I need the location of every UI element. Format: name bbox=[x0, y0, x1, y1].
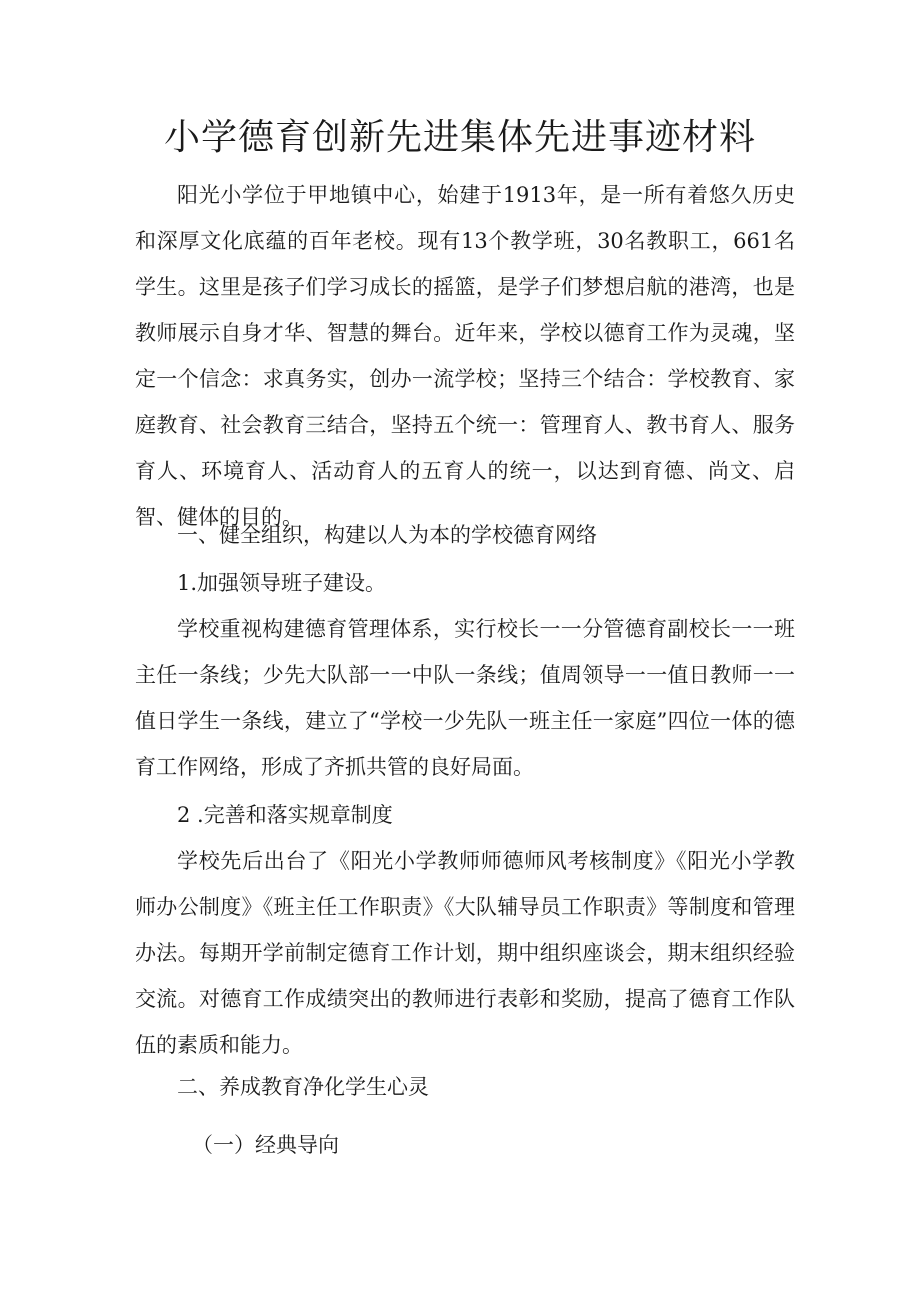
subsection-heading-1: 1.加强领导班子建设。 bbox=[177, 571, 387, 595]
section-heading-2: 二、养成教育净化学生心灵 bbox=[177, 1075, 429, 1099]
section-heading-1: 一、健全组织，构建以人为本的学校德育网络 bbox=[177, 523, 597, 547]
intro-paragraph: 阳光小学位于甲地镇中心，始建于1913年，是一所有着悠久历史和深厚文化底蕴的百年老校。现有13个教学班，30名教职工，661名学生。这里是孩子们学习成长的摇篮，是学子们梦想启航的港湾，也是教师展示自身才华、智慧的舞台。近年来，学校以德育工作为灵魂，坚定一个信念：求真务实，创办一流学校；坚持三个结合：学校教育、家庭教育、社会教育三结合，坚持五个统一：管理育人、教书育人、服务育人、环境育人、活动育人的五育人的统一，以达到育德、尚文、启智、健体的目的。 bbox=[135, 183, 795, 529]
subsection-body-1: 学校重视构建德育管理体系，实行校长一一分管德育副校长一一班主任一条线；少先大队部一一中队一条线；值周领导一一值日教师一一值日学生一条线，建立了“学校一少先队一班主任一家庭”四位一体的德育工作网络，形成了齐抓共管的良好局面。 bbox=[135, 617, 795, 779]
subsection-heading-2: 2 .完善和落实规章制度 bbox=[177, 803, 393, 827]
subsection-heading-3: （一）经典导向 bbox=[192, 1133, 339, 1157]
subsection-body-2: 学校先后出台了《阳光小学教师师德师风考核制度》《阳光小学教师办公制度》《班主任工作职责》《大队辅导员工作职责》等制度和管理办法。每期开学前制定德育工作计划，期中组织座谈会，期末组织经验交流。对德育工作成绩突出的教师进行表彰和奖励，提高了德育工作队伍的素质和能力。 bbox=[135, 849, 795, 1057]
document-title: 小学德育创新先进集体先进事迹材料 bbox=[163, 117, 756, 158]
